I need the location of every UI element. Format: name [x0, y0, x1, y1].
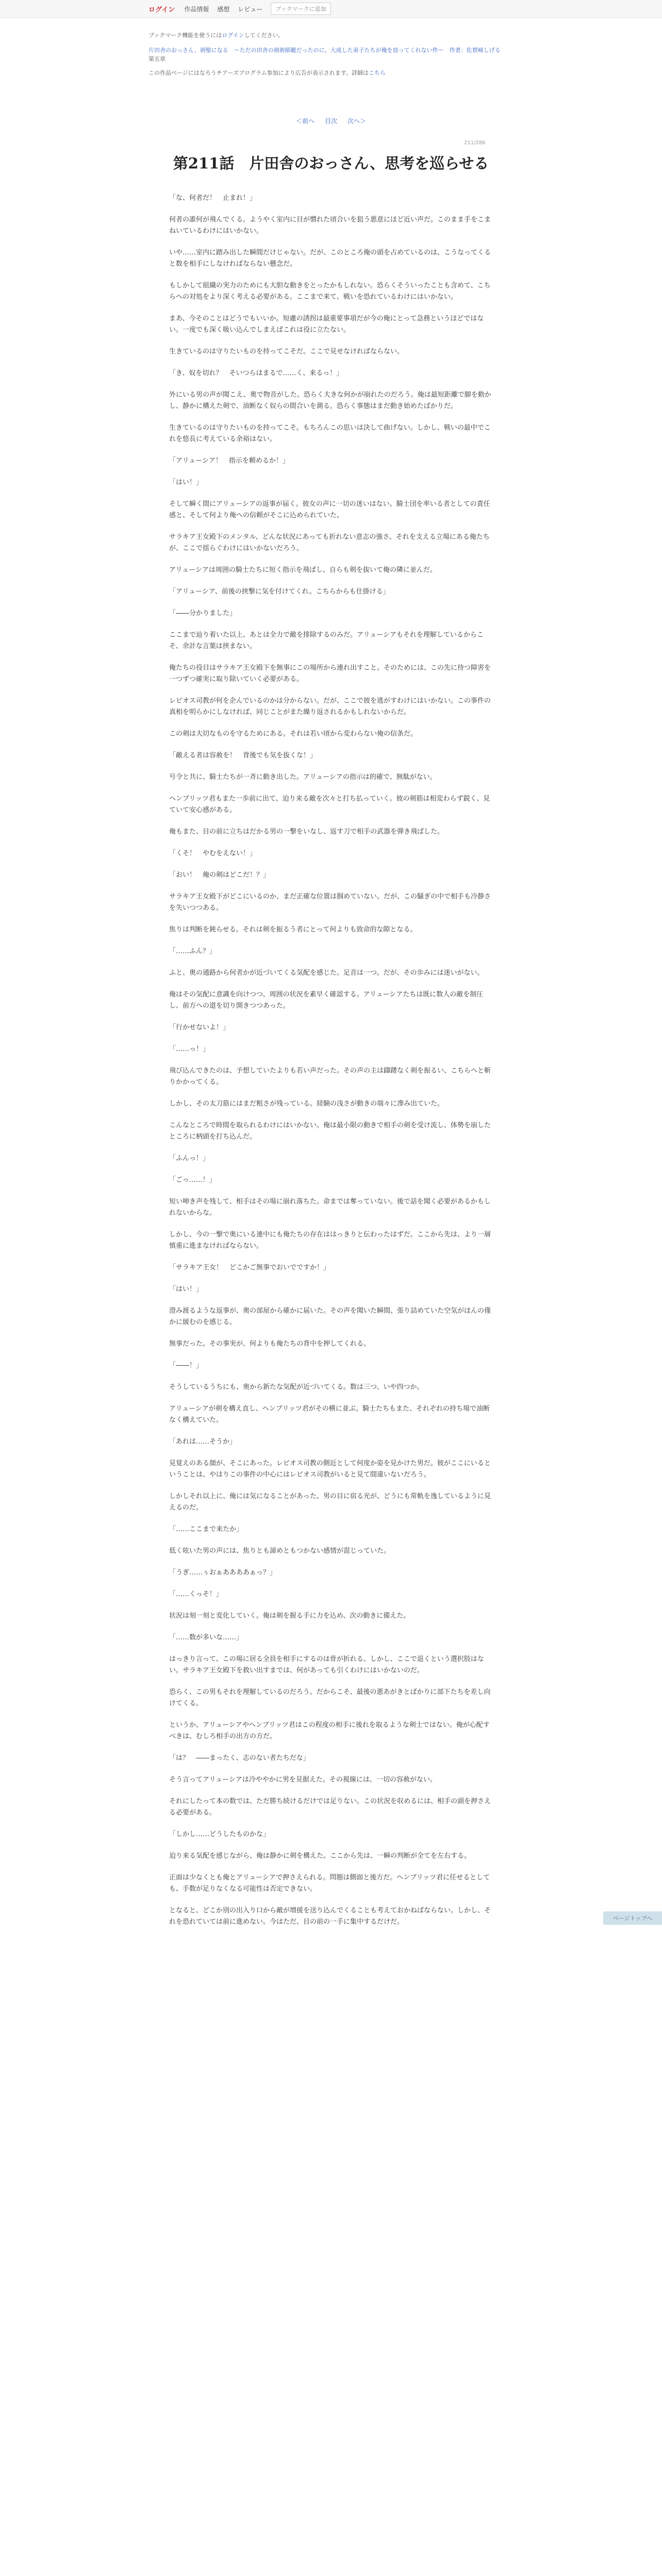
body-paragraph: 号令と共に、騎士たちが一斉に動き出した。アリューシアの指示は的確で、無駄がない。 — [169, 773, 437, 781]
body-paragraph: 「……数が多いな……」 — [169, 1634, 243, 1641]
body-paragraph: この剣は大切なものを守るためにある。それは若い頃から変わらない俺の信条だ。 — [169, 730, 418, 738]
body-paragraph: ふと、奥の通路から何者かが近づいてくる気配を感じた。足音は一つ。だが、その歩みには迷いがない。 — [169, 969, 484, 977]
body-paragraph: いや……室内に踏み出した瞬間だけじゃない。だが、このところ俺の頭を占めているのは、こうなってくると数を相手にしなければならない懸念だ。 — [169, 249, 491, 268]
chapter-count: 211/286 — [464, 140, 486, 146]
body-paragraph: 焦りは判断を鈍らせる。それは剣を振るう者にとって何よりも致命的な隙となる。 — [169, 926, 417, 934]
body-paragraph: 無事だった。その事実が、何よりも俺たちの背中を押してくれる。 — [169, 1340, 371, 1348]
body-paragraph: 生きているのは守りたいものを持ってこそだ。ここで見せなければならない。 — [169, 348, 404, 355]
body-paragraph: はっきり言って、この場に居る全員を相手にするのは骨が折れる。しかし、ここで退くという選択肢はない。サラキア王女殿下を救い出すまでは、何があっても引くわけにはいかないのだ。 — [169, 1655, 484, 1674]
body-paragraph: 状況は刻一刻と変化していく。俺は剣を握る手に力を込め、次の動きに備えた。 — [169, 1612, 410, 1620]
body-paragraph: そして瞬く間にアリューシアの返事が届く。彼女の声に一切の迷いはない。騎士団を率いる者としての責任感と、そして何より俺への信頼がそこに込められていた。 — [169, 500, 490, 519]
body-paragraph: それにしたって本の数では、ただ勝ち続けるだけでは足りない。この状況を収めるには、相手の頭を押さえる必要がある。 — [169, 1798, 491, 1817]
body-paragraph: 「……ふん？」 — [169, 947, 217, 955]
bookmark-notice — [148, 31, 514, 40]
nav-impressions[interactable]: 感想 — [217, 5, 230, 13]
body-paragraph: こんなところで時間を取られるわけにはいかない。俺は最小限の動きで相手の剣を受け流し、体勢を崩したところに柄頭を打ち込んだ。 — [169, 1122, 491, 1141]
nav-reviews[interactable]: レビュー — [238, 5, 263, 13]
body-paragraph: 何者の誰何が飛んでくる。ようやく室内に目が慣れた頃合いを狙う悪意にほど近い声だ。このまま手をこまねいているわけにはいかない。 — [169, 216, 491, 235]
top-navigation-bar — [0, 0, 662, 18]
notice-login-link[interactable]: ログイン — [222, 32, 244, 39]
nav-work-info[interactable]: 作品情報 — [184, 5, 209, 13]
add-bookmark-button[interactable]: ブックマークに追加 — [271, 3, 330, 15]
body-paragraph: 見覚えのある顔が、そこにあった。レビオス司教の側近として何度か姿を見かけた男だ。彼がここにいるということは、やはりこの事件の中心にはレビオス司教がいると見て間違いないだろう。 — [169, 1460, 491, 1479]
body-paragraph: ここまで辿り着いた以上、あとは全力で敵を排除するのみだ。アリューシアもそれを理解しているからこそ、余計な言葉は挟まない。 — [169, 631, 484, 650]
notice-text-before: ブックマーク機能を使うには — [148, 32, 222, 39]
body-paragraph: 「行かせないよ！」 — [169, 1024, 230, 1031]
body-paragraph: 「ふんっ！」 — [169, 1155, 210, 1162]
body-paragraph: アリューシアは周囲の騎士たちに短く指示を飛ばし、自らも剣を抜いて俺の隣に並んだ。 — [169, 566, 437, 574]
body-paragraph: しかし、今の一撃で奥にいる連中にも俺たちの存在ははっきりと伝わったはずだ。ここから先は、より一層慎重に進まなければならない。 — [169, 1231, 491, 1250]
body-paragraph: 恐らく、この男もそれを理解しているのだろう。だからこそ、最後の悪あがきとばかりに部下たちを差し向けてくる。 — [169, 1688, 491, 1707]
body-paragraph: 正面は少なくとも俺とアリューシアで押さえられる。問題は側面と後方だ。ヘンブリッツ君に任せるとしても、手数が足りなくなる可能性は否定できない。 — [169, 1874, 490, 1893]
body-paragraph: 俺たちの役目はサラキア王女殿下を無事にこの場所から連れ出すこと。そのためには、この先に待つ障害を一つずつ確実に取り除いていく必要がある。 — [169, 664, 491, 683]
body-paragraph: 生きているのは守りたいものを持ってこそ。もちろんこの思いは決して曲げない。しかし、戦いの最中でこれを悠長に考えている余裕はない。 — [169, 424, 491, 443]
ad-notice-link[interactable]: こちら — [368, 70, 386, 76]
body-paragraph: 「……っ！」 — [169, 1045, 210, 1053]
body-paragraph: もしかして組織の実力のためにも大胆な動きをとったかもしれない。恐らくそういったことも含めて、こちらへの対処をより深く考える必要がある。ここまで来て、戦いを恐れているわけにはいかない。 — [169, 282, 491, 301]
body-paragraph: 「き、奴を切れ？ そいつらはまるで……く、来るっ！」 — [169, 369, 343, 377]
ad-notice — [148, 69, 514, 77]
body-paragraph: 「おい！ 俺の剣はどこだ！？」 — [169, 871, 270, 879]
body-paragraph: 「は？ ――まったく、志のない者たちだな」 — [169, 1754, 310, 1762]
body-paragraph: 俺はその気配に意識を向けつつ、周囲の状況を素早く確認する。アリューシアたちは既に数人の敵を制圧し、前方への道を切り開きつつあった。 — [169, 991, 484, 1010]
work-title-link[interactable]: 片田舎のおっさん、剣聖になる ～ただの田舎の剣術師範だったのに、大成した弟子たちが俺を放ってくれない件～ 作者：佐賀崎しげる — [148, 47, 501, 54]
body-paragraph: しかしそれ以上に、俺には気になることがあった。男の目に宿る光が、どうにも常軌を逸しているように見えるのだ。 — [169, 1493, 491, 1512]
body-paragraph: アリューシアが剣を構え直し、ヘンブリッツ君がその横に並ぶ。騎士たちもまた、それぞれの持ち場で油断なく構えていた。 — [169, 1405, 490, 1424]
login-link[interactable]: ログイン — [148, 6, 175, 14]
body-paragraph: レビオス司教が何を企んでいるのかは分からない。だが、ここで彼を逃がすわけにはいかない。この事件の真相を明らかにしなければ、同じことがまた繰り返されるかもしれないからだ。 — [169, 697, 491, 716]
chapter-body — [169, 193, 493, 1938]
chapter-title: 第211話 片田舎のおっさん、思考を巡らせる — [173, 155, 489, 172]
page-top-button[interactable]: ページトップへ — [603, 1911, 662, 1925]
body-paragraph: そう言ってアリューシアは冷ややかに男を見据えた。その視線には、一切の容赦がない。 — [169, 1776, 437, 1784]
body-paragraph: しかし、その太刀筋にはまだ粗さが残っている。経験の浅さが動きの端々に滲み出ていた。 — [169, 1100, 444, 1108]
table-of-contents-link[interactable]: 目次 — [324, 117, 337, 125]
body-paragraph: 「ごっ……！」 — [169, 1176, 216, 1184]
ad-notice-text: この作品ページにはなろうチアーズプログラム参加により広告が表示されます。詳細は — [148, 70, 369, 76]
body-paragraph: 短い呻き声を残して、相手はその場に崩れ落ちた。命までは奪っていない。後で話を聞く必要があるかもしれないからな。 — [169, 1198, 491, 1217]
body-paragraph: 「――分かりました」 — [169, 609, 237, 617]
body-paragraph: 「……くっそ！」 — [169, 1590, 223, 1598]
body-paragraph: 「な、何者だ！ 止まれ！」 — [169, 194, 257, 202]
body-paragraph: 「――！」 — [169, 1362, 203, 1369]
body-paragraph: 「くそ！ やむをえない！」 — [169, 850, 257, 857]
prev-chapter-link[interactable]: ＜前へ — [296, 117, 315, 125]
body-paragraph: となると、どこか別の出入り口から敵が増援を送り込んでくることも考えておかねばならない。しかし、それを恐れていては前に進めない。今はただ、目の前の一手に集中するだけだ。 — [169, 1907, 491, 1926]
body-paragraph: 低く呟いた男の声には、焦りとも諦めともつかない感情が混じっていた。 — [169, 1547, 391, 1555]
body-paragraph: 「……ここまで来たか」 — [169, 1526, 243, 1533]
body-paragraph: ヘンブリッツ君もまた一歩前に出て、迫り来る敵を次々と打ち払っていく。彼の剣筋は相変わらず鋭く、見ていて安心感がある。 — [169, 795, 490, 814]
body-paragraph: 俺もまた、目の前に立ちはだかる男の一撃をいなし、返す刀で相手の武器を弾き飛ばした。 — [169, 828, 444, 836]
body-paragraph: 「はい！」 — [169, 479, 203, 486]
body-paragraph: 外にいる男の声が聞こえ、奥で物音がした。恐らく大きな何かが崩れたのだろう。俺は最短距離で脚を動かし、静かに構えた剣で、油断なく奴らの間合いを測る。恐らく事態はまだ動き始めたばかりだ。 — [169, 391, 491, 410]
body-paragraph: まあ、今そのことはどうでもいいか。短慮の誘拐は最重要事項だが今の俺にとって急務というほどではない。一度でも深く吸い込んでしまえばこれは役に立たない。 — [169, 315, 484, 334]
work-info-box — [148, 31, 514, 77]
body-paragraph: 澄み渡るような返事が、奥の部屋から確かに届いた。その声を聞いた瞬間、張り詰めていた空気がほんの僅かに緩むのを感じる。 — [169, 1307, 491, 1326]
chapter-label: 第五章 — [148, 56, 166, 62]
body-paragraph: 飛び込んできたのは、予想していたよりも若い声だった。その声の主は躊躇なく剣を振るい、こちらへと斬りかかってくる。 — [169, 1067, 491, 1086]
body-paragraph: サラキア王女殿下がどこにいるのか、まだ正確な位置は掴めていない。だが、この騒ぎの中で相手も冷静さを失いつつある。 — [169, 893, 491, 912]
body-paragraph: 「うぎ……ぅおぁああああぁっ？」 — [169, 1569, 276, 1577]
next-chapter-link[interactable]: 次へ＞ — [347, 117, 366, 125]
body-paragraph: 「敵える者は容赦を！ 背後でも気を抜くな！」 — [169, 752, 317, 759]
chapter-pager — [148, 116, 514, 125]
body-paragraph: 「あれは……そうか」 — [169, 1438, 237, 1446]
body-paragraph: サラキア王女殿下のメンタル、どんな状況にあっても折れない意志の強さ。それを支える立場にある俺たちが、ここで揺らぐわけにはいかないだろう。 — [169, 533, 490, 552]
body-paragraph: 「しかし……どうしたものかな」 — [169, 1831, 270, 1838]
body-paragraph: 「はい！」 — [169, 1285, 203, 1293]
body-paragraph: 「サラキア王女！ どこかご無事でおいでですか！」 — [169, 1264, 330, 1272]
body-paragraph: 迫り来る気配を感じながら、俺は静かに剣を構えた。ここから先は、一瞬の判断が全てを左右する。 — [169, 1852, 471, 1860]
body-paragraph: 「アリューシア！ 指示を頼めるか！」 — [169, 457, 289, 465]
notice-text-after: してください。 — [244, 32, 284, 39]
body-paragraph: というか、アリューシアやヘンブリッツ君はこの程度の相手に後れを取るような剣士ではない。俺が心配すべきは、むしろ相手の出方の方だ。 — [169, 1721, 490, 1740]
body-paragraph: 「アリューシア、前後の挟撃に気を付けてくれ。こちらからも仕掛ける」 — [169, 588, 390, 596]
body-paragraph: そうしているうちにも、奥から新たな気配が近づいてくる。数は三つ、いや四つか。 — [169, 1383, 424, 1391]
